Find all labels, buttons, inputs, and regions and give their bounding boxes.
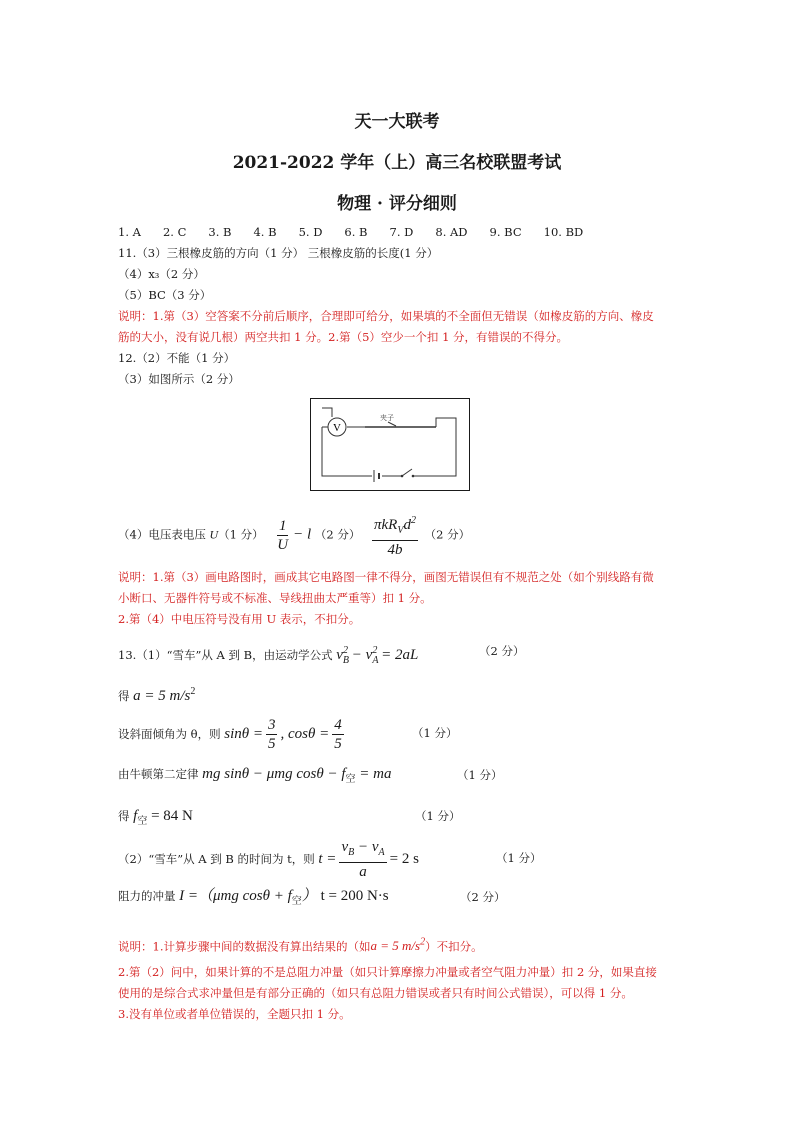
q12-line4-score1: （1 分） [218, 527, 264, 542]
choice-5: 5. D [298, 225, 323, 239]
q13-sin-frac: $\frac{3}{5}$ [267, 717, 276, 753]
choice-3: 3. B [208, 225, 232, 239]
q13-newton-eq: mg sinθ − μmg $\cos\theta - f_空$ = ma [202, 766, 392, 785]
q13-line1-text: 13.（1）“雪车”从 A 到 B，由运动学公式 [118, 648, 333, 662]
q13-impulse-eq: I =（μmg $\cos\theta + f_空$） t = 200 N·s [179, 888, 389, 907]
q13-note1-eq: a = 5 $m/s^2$ [370, 937, 426, 954]
q13-line3 [118, 714, 347, 754]
q13-line3-score: （1 分） [412, 726, 458, 740]
choice-6: 6. B [344, 225, 368, 239]
q11-line3: （5）BC（3 分） [118, 288, 212, 302]
q13-line4-score: （1 分） [457, 768, 503, 782]
circuit-frame [311, 399, 470, 491]
q13-line5 [118, 806, 193, 832]
choice-9: 9. BC [489, 225, 522, 239]
choice-4: 4. B [253, 225, 277, 239]
wire [322, 427, 372, 476]
header-subject: 物理 · 评分细则 [337, 194, 457, 214]
q13-line4-text: 由牛顿第二定律 [118, 767, 199, 781]
q12-line4-score2: （2 分） [314, 527, 361, 542]
q12-line4-var: U [209, 527, 219, 542]
wire [322, 408, 332, 417]
clip-symbol [388, 422, 396, 426]
q12-frac1-den: U [277, 537, 289, 553]
q13-time-eq: t = $\frac{v_B - v_A}{a}$ = 2 s [318, 839, 419, 880]
clip-label: 夹子 [380, 414, 394, 422]
choice-answers [118, 224, 605, 240]
header-org: 天一大联考 [354, 112, 440, 132]
q13-friction-value: = 84 N [151, 808, 193, 824]
q13-line5-score: （1 分） [415, 809, 461, 823]
q13-trig-eq: sinθ = $\frac{3}{5}$ , cosθ = $\frac{4}{5}$ [224, 717, 342, 753]
q12-frac1-tail: − l [293, 526, 312, 543]
q13-line5-text: 得 [118, 809, 130, 823]
voltmeter-label: V [333, 422, 341, 434]
q13-time-den: a [359, 864, 367, 880]
q12-line4-score3: （2 分） [424, 527, 471, 542]
q12-note3: 2.第（4）中电压符号没有用 U 表示，不扣分。 [118, 612, 361, 626]
q13-accel-result: a = 5 $m/s^2$ [133, 686, 196, 704]
q12-note1: 说明：1.第（3）画电路图时，画成其它电路图一律不得分，画图无错误但有不规范之处（如个别线路有微 [118, 570, 654, 584]
q13-impulse-result: t = 200 N·s [320, 888, 389, 904]
choice-10: 10. BD [543, 225, 584, 239]
q13-note1 [118, 934, 483, 955]
header-exam-title: 2021-2022 学年（上）高三名校联盟考试 [232, 153, 562, 173]
choice-2: 2. C [162, 225, 187, 239]
q13-friction-result: $f_空 = 84$ N [133, 808, 193, 827]
q12-frac2-num-sup: 2 [410, 515, 416, 526]
q12-frac2-num-main: πkR [373, 517, 398, 533]
q13-line3-text: 设斜面倾角为 θ，则 [118, 727, 221, 741]
q13-line2-text: 得 [118, 689, 130, 703]
q13-line6-text: （2）“雪车”从 A 到 B 的时间为 t，则 [118, 851, 315, 866]
q12-frac1-num: 1 [278, 518, 287, 534]
q13-line1 [118, 641, 418, 671]
q13-note3: 使用的是综合式求冲量但是有部分正确的（如只有总阻力错误或者只有时间公式错误），可以得 1 分。 [118, 986, 633, 1000]
q13-line6-score: （1 分） [496, 851, 542, 865]
q12-note2: 小断口、无器件符号或不标准、导线扭曲太严重等）扣 1 分。 [118, 591, 432, 605]
q12-frac2-num [372, 512, 418, 541]
choice-7: 7. D [389, 225, 414, 239]
q13-line6 [118, 838, 419, 878]
q13-line2 [118, 682, 195, 706]
q13-note4: 3.没有单位或者单位错误的，全题只扣 1 分。 [118, 1007, 351, 1021]
choice-8: 8. AD [435, 225, 468, 239]
switch-lever [402, 469, 412, 476]
circuit-diagram [310, 398, 470, 494]
q12-frac2-num-sub: V [397, 525, 404, 536]
q12-frac2 [372, 512, 418, 559]
q12-line4 [118, 512, 470, 556]
q13-line7-text: 阻力的冲量 [118, 889, 176, 903]
q13-accel-value: a = 5 m/s [133, 688, 191, 704]
q13-note2: 2.第（2）问中，如果计算的不是总阻力冲量（如只计算摩擦力冲量或者空气阻力冲量）扣 2 分，如果直接 [118, 965, 657, 979]
q13-time-result: = 2 s [389, 850, 419, 867]
q12-line4-prefix: （4）电压表电压 [118, 527, 206, 542]
q11-line2: （4）x₃（2 分） [118, 267, 205, 281]
q12-frac1 [275, 517, 290, 554]
q11-note2: 筋的大小，没有说几根）两空共扣 1 分。2.第（5）空少一个扣 1 分，有错误的不得分。 [118, 330, 569, 344]
q13-line7 [118, 886, 389, 912]
q13-line1-score: （2 分） [479, 644, 525, 658]
q11-line1: 11.（3）三根橡皮筋的方向（1 分） 三根橡皮筋的长度(1 分） [118, 246, 439, 260]
q13-time-frac: $\frac{v_B - v_A}{a}$ [341, 839, 385, 880]
switch-contact [412, 475, 415, 478]
q12-frac2-num-tail: d [403, 517, 411, 533]
q11-note1: 说明：1.第（3）空答案不分前后顺序，合理即可给分，如果填的不全面但无错误（如橡皮筋的方向、橡皮 [118, 309, 654, 323]
q13-line7-score: （2 分） [460, 890, 506, 904]
q13-note1-b: ）不扣分。 [425, 939, 483, 954]
q13-kinematics-eq: $v_B^2 - v_A^2 = 2aL$ [336, 645, 419, 666]
q12-line1: 12.（2）不能（1 分） [118, 351, 236, 365]
q12-line2: （3）如图所示（2 分） [118, 372, 240, 386]
q13-note1-a: 说明：1.计算步骤中间的数据没有算出结果的（如 [118, 939, 371, 954]
q13-line4 [118, 764, 391, 790]
q13-cos-frac: $\frac{4}{5}$ [334, 717, 342, 753]
q13-friction-sub: 空 [137, 816, 148, 827]
choice-1: 1. A [118, 225, 141, 239]
q12-frac2-den: 4b [387, 542, 403, 558]
